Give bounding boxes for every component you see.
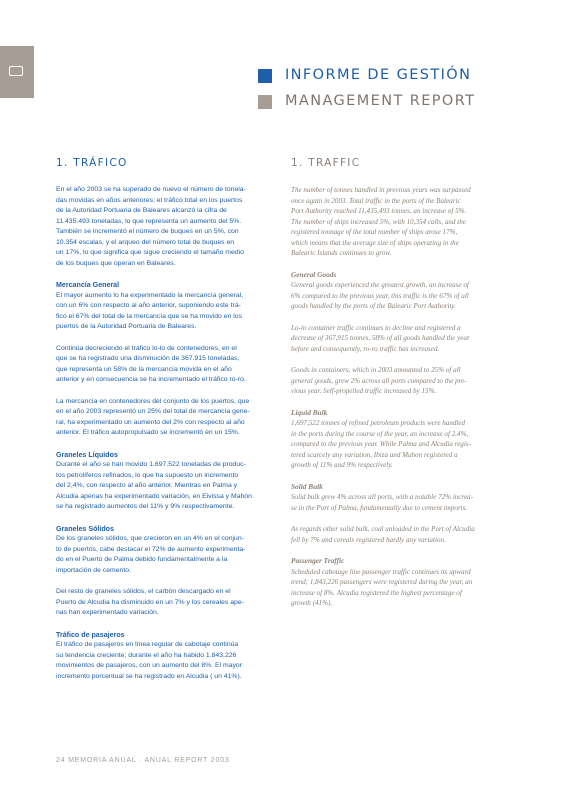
text-line: Goods in containers, which in 2003 amounted to 25% of all xyxy=(291,366,461,374)
text-line: La mercancía en contenedores del conjunto de los puertos, que xyxy=(56,397,250,405)
paragraph xyxy=(56,640,280,682)
paragraph xyxy=(56,460,280,513)
text-line: 10.354 escalas, y el arqueo del número total de buques en xyxy=(56,238,235,246)
text-line: se ha registrado aumentos del 11% y 9% respectivamente. xyxy=(56,503,235,510)
column-english xyxy=(291,156,516,620)
text-line: to de puertos, cabe destacar el 72% de aumento experimenta- xyxy=(56,545,246,553)
column-spanish xyxy=(56,156,280,693)
text-line: before and consequently, ro-ro traffic has increased. xyxy=(291,344,440,353)
subheading: Tráfico de pasajeros xyxy=(56,630,125,639)
text-line: movimientos de pasajeros, con un aumento del 8%. El mayor xyxy=(56,662,243,669)
paragraph xyxy=(291,280,516,312)
text-line: das movidas en años anteriores; el tráfico total en los puertos xyxy=(56,196,243,204)
header-title-es: INFORME DE GESTIÓN xyxy=(285,67,472,83)
text-line: importación de cemento. xyxy=(56,566,131,574)
page-footer: 24 MEMORIA ANUAL · ANUAL REPORT 2003 xyxy=(56,757,230,764)
text-line: También se incrementó el número de buques en un 5%, con xyxy=(56,228,239,235)
text-line: vious year. Self-propelled traffic increased by 15%. xyxy=(291,387,437,395)
text-line: registered tonnage of the total number of ships arose 17%, xyxy=(291,228,458,236)
paragraph xyxy=(291,365,516,397)
text-line: compared to the previous year. While Palma and Alcudia regis- xyxy=(291,440,471,448)
text-line: 1,697,522 tonnes of refined petroleum products were handled xyxy=(291,419,466,427)
section-title-en: 1. TRAFFIC xyxy=(291,157,361,169)
subheading: Solid Bulk xyxy=(291,481,323,491)
paragraph xyxy=(291,323,516,355)
paragraph xyxy=(291,185,516,259)
tab-marker-icon xyxy=(9,66,23,76)
text-line: con un 6% con respecto al año anterior, suponiendo este trá- xyxy=(56,302,241,309)
text-line: Puerto de Alcudia ha disminuido en un 7% y los cereales ape- xyxy=(56,598,244,606)
text-line: de la Autoridad Portuaria de Baleares alcanzó la cifra de xyxy=(56,207,227,214)
text-line: goods handled by the ports of the Balearic Port Authority. xyxy=(291,302,456,310)
text-line: trend; 1,843,226 passengers were registered during the year, an xyxy=(291,578,473,586)
text-line: nas han experimentado variación. xyxy=(56,609,159,616)
text-line: general goods, grew 2% across all ports compared to the pre- xyxy=(291,376,467,385)
text-line: que representa un 58% de la mercancía movida en el año xyxy=(56,365,232,373)
paragraph xyxy=(56,534,280,576)
text-line: Durante el año se han movido 1.697.522 toneladas de produc- xyxy=(56,461,246,468)
paragraph xyxy=(56,185,280,269)
text-line: tos petrolíferos refinados, lo que ha supuesto un incremento xyxy=(56,471,239,479)
text-line: anterior y en consecuencia se ha incrementado el tráfico ro-ro. xyxy=(56,376,246,383)
text-line: once again in 2003. Total traffic in the ports of the Balearic xyxy=(291,196,461,205)
text-line: General goods experienced the greatest growth, an increase of xyxy=(291,281,469,289)
text-line: De los graneles sólidos, que crecieron en un 4% en el conjun- xyxy=(56,535,244,542)
text-line: en el año 2003 representó un 25% del total de mercancía gene- xyxy=(56,408,250,415)
side-tab xyxy=(0,46,34,98)
section-title-es: 1. TRÁFICO xyxy=(56,157,128,169)
text-line: The number of tonnes handled in previous years was surpassed xyxy=(291,186,471,194)
text-line: su tendencia creciente; durante el año ha habido 1.843.226 xyxy=(56,651,237,659)
text-line: Alcudia apenas ha experimentado variación, en Eivissa y Mahón xyxy=(56,492,252,500)
paragraph xyxy=(56,291,280,333)
text-line: do en el Puerto de Palma debido fundamentalmente a la xyxy=(56,556,228,563)
text-line: increase of 8%. Alcudia registered the highest percentage of xyxy=(291,588,462,597)
text-line: Lo-lo container traffic continues to decline and registered a xyxy=(291,323,461,332)
text-line: Del resto de graneles sólidos, el carbón descargado en el xyxy=(56,588,231,595)
header-title-en: MANAGEMENT REPORT xyxy=(285,93,476,109)
text-line: incremento porcentual se ha registrado en Alcudia ( un 41%). xyxy=(56,672,242,680)
text-line: As regards other solid bulk, coal unloaded in the Port of Alcudia xyxy=(291,525,475,533)
paragraph xyxy=(56,587,280,619)
text-line: which means that the average size of ships operating in the xyxy=(291,238,459,247)
text-line: Balearic Islands continues to grow. xyxy=(291,249,392,257)
text-line: tered scarcely any variation, Ibiza and Mahon registered a xyxy=(291,450,458,459)
text-line: un 17%, lo que significa que sigue creciendo el tamaño medio xyxy=(56,249,244,256)
text-line: Scheduled cabotage line passenger traffic continues its upward xyxy=(291,567,471,576)
paragraph xyxy=(56,344,280,386)
text-line: Continúa decreciendo el tráfico lo-lo de contenedores, en el xyxy=(56,344,237,352)
subheading: Passenger Traffic xyxy=(291,556,345,565)
subheading: Liquid Bulk xyxy=(291,407,328,417)
text-line: The number of ships increased 5%, with 10,354 calls, and the xyxy=(291,217,466,226)
text-line: 11.435.493 toneladas, lo que representa un aumento del 5%. xyxy=(56,217,242,225)
text-line: anterior. El tráfico autopropulsado se incrementó en un 15%. xyxy=(56,429,240,436)
text-line: Solid bulk grew 4% across all ports, with a notable 72% increa- xyxy=(291,493,474,501)
text-line: fico el 67% del total de la mercancía que se ha movido en los xyxy=(56,312,243,320)
text-line: in the ports during the course of the year, an increase of 2.4%, xyxy=(291,429,469,438)
text-line: decrease of 367,915 tonnes, 58% of all goods handled the year xyxy=(291,334,470,342)
paragraph xyxy=(56,397,280,439)
text-line: de los buques que operan en Baleares. xyxy=(56,259,176,267)
text-line: puertos de la Autoridad Portuaria de Baleares. xyxy=(56,323,197,330)
blue-square-marker xyxy=(258,69,272,83)
text-line: growth (41%). xyxy=(291,599,333,607)
text-line: fell by 7% and cereals registered hardly any variation. xyxy=(291,535,446,544)
paragraph xyxy=(291,524,516,545)
text-line: El mayor aumento lo ha experimentado la mercancía general, xyxy=(56,291,244,299)
subheading: Mercancía General xyxy=(56,281,120,289)
text-line: ral, ha experimentado un aumento del 2% con respecto al año xyxy=(56,418,245,426)
text-line: Port Authority reached 11,435,493 tonnes, an increase of 5%. xyxy=(291,207,467,215)
text-line: En el año 2003 se ha superado de nuevo el número de tonela- xyxy=(56,186,246,193)
text-line: se in the Port of Palma, fundamentally due to cement imports. xyxy=(291,503,468,512)
paragraph xyxy=(291,492,516,513)
grey-square-marker xyxy=(258,95,272,109)
subheading: General Goods xyxy=(291,269,337,279)
text-line: del 2,4%, con respecto al año anterior. Mientras en Palma y xyxy=(56,482,238,489)
text-line: 6% compared to the previous year, this traffic is the 67% of all xyxy=(291,291,469,300)
text-line: El tráfico de pasajeros en línea regular de cabotaje continúa xyxy=(56,641,239,648)
paragraph xyxy=(291,418,516,471)
subheading: Graneles Líquidos xyxy=(56,450,118,459)
text-line: que se ha registrado una disminución de 367.915 toneladas, xyxy=(56,355,240,362)
text-line: growth of 11% and 9% respectively. xyxy=(291,461,393,469)
subheading: Graneles Sólidos xyxy=(56,524,114,533)
paragraph xyxy=(291,567,516,609)
